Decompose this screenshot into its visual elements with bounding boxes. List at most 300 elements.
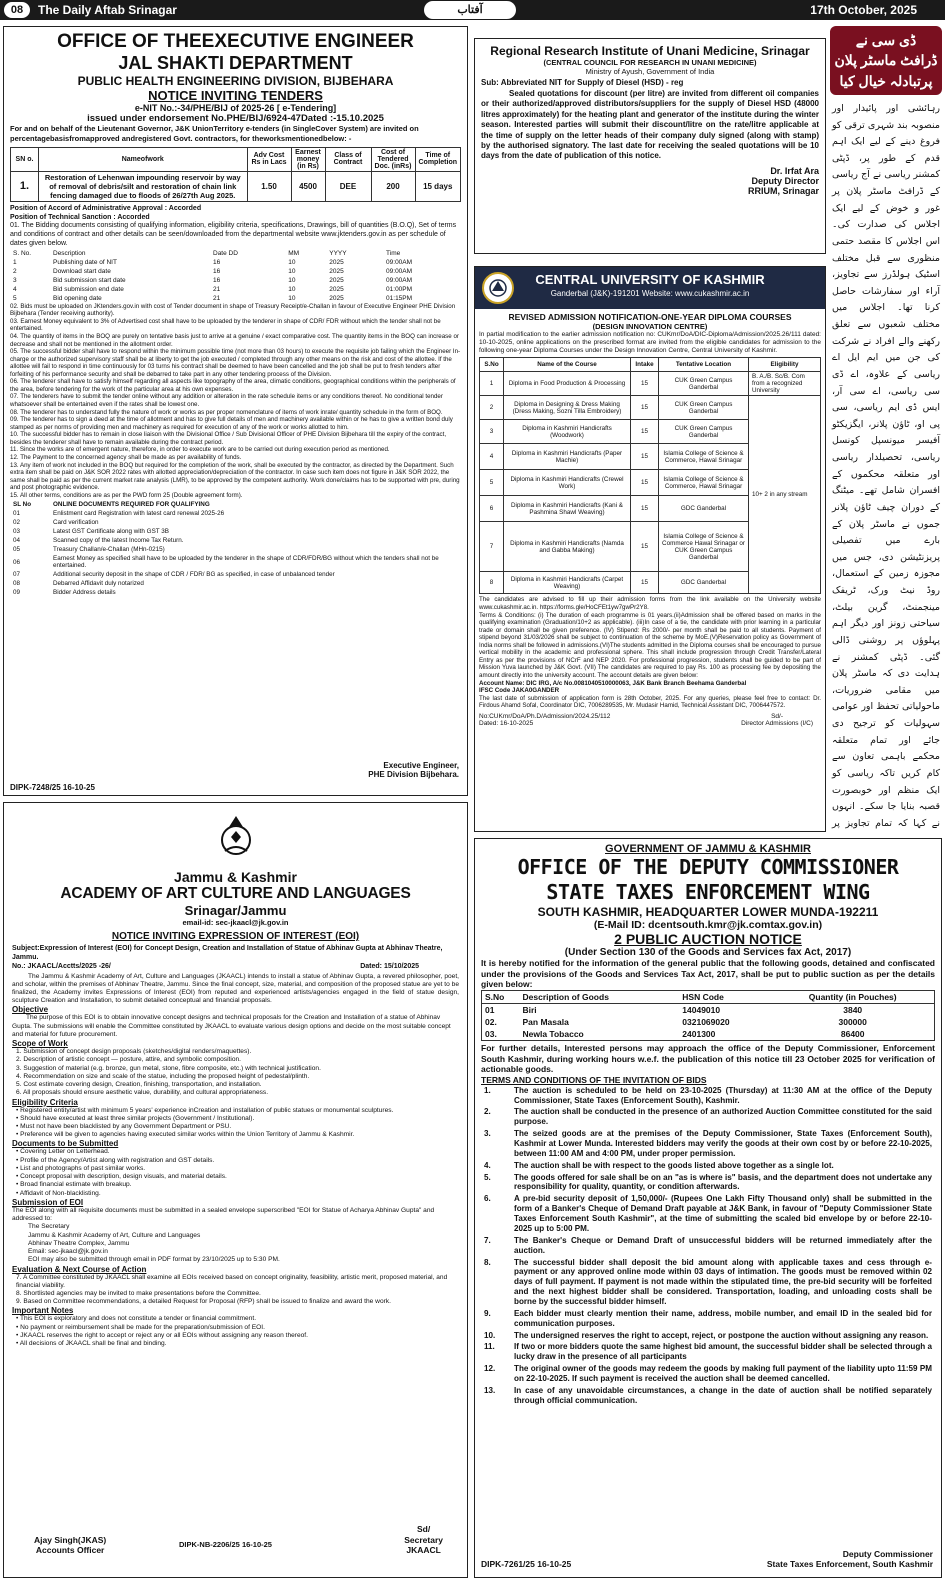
urdu-headline-1: ڈی سی نے: [855, 32, 917, 48]
table-row: [10, 570, 461, 579]
term-no: 12.: [484, 1364, 496, 1374]
ad4-address: SOUTH KASHMIR, HEADQUARTER LOWER MUNDA-192211: [537, 905, 879, 919]
cell: Diploma in Food Production & Processing: [504, 372, 631, 396]
cell: 09:00AM: [386, 267, 413, 275]
cell: 03: [13, 528, 21, 536]
cell: Latest GST Certificate along with GST 3B: [53, 528, 169, 536]
urdu-headline-3: پرتبادلہ خیال کیا: [839, 72, 933, 89]
sh-desc: Description: [53, 249, 86, 257]
th-eligibility: Eligibility: [749, 358, 821, 372]
list-item: [481, 1385, 935, 1407]
signatory-title: Accounts Officer: [35, 1545, 105, 1555]
list-item: [481, 1172, 935, 1194]
cell: 09:00AM: [386, 276, 413, 284]
ad5-intro: The Jammu & Kashmir Academy of Art, Culture and Languages (JKAACL) intends to install a statue of Abhinav Gupta, a revered philosopher, poet, and scholar, within the premises of Abhinav Theatre, Jammu. Since the final concept, size, material, and composition of the proposed statue are yet to be finalized, the Academy invites Expressions of Interest (EOI) from reputed and experienced artists/agencies engaged in the field of statue design, sculpture Creation and Installation, to submit detailed conceptual and financial proposals.: [12, 972, 459, 1005]
term-no: 9.: [484, 1308, 491, 1318]
ad5-address: [12, 1223, 459, 1264]
cell: Additional security deposit in the shape of CDR / FDR/ BG as specified, in case of unbalanced tender: [53, 571, 335, 579]
cell: Card verification: [53, 519, 99, 527]
issue-date: 17th October, 2025: [810, 3, 917, 17]
cell: 300000: [838, 1016, 867, 1027]
table-row: [10, 588, 461, 597]
term-no: 6.: [484, 1194, 491, 1204]
table-row: [482, 1003, 935, 1016]
th-intake: Intake: [631, 358, 659, 372]
sh-time: Time: [386, 249, 401, 257]
term-text: In case of any unavoidable circumstances, a change in the date of auction shall be notified separately through official communication.: [514, 1385, 932, 1405]
cell: 03.: [485, 1028, 497, 1039]
cell: 16: [213, 276, 221, 284]
ad1-condition-01: 01. The Bidding documents consisting of qualifying information, eligibility criteria, specifications, Drawings, bill of quantities (B.O.Q), Set of terms and conditions of contract and other details can be seen/downloaded from the departmental website www.jktenders.gov.in as per schedule of dates given below.: [10, 222, 457, 247]
ad2-ministry: Ministry of Ayush, Government of India: [585, 67, 715, 76]
cell: 16: [213, 258, 221, 266]
cell: 21: [213, 294, 221, 302]
signatory-office: PHE Division Bijbehara.: [368, 770, 459, 779]
cell: 15: [631, 372, 659, 396]
ad3-account: Account Name: DIC IRG, A/c No.0081040510000063, J&K Bank Branch Beehama Ganderbal: [479, 679, 747, 687]
cell: Bid submission end date: [53, 285, 124, 293]
cell: 01: [485, 1004, 495, 1015]
ad5-docs-list: [12, 1148, 459, 1197]
cell: 21: [213, 285, 221, 293]
signatory-office: RRIUM, Srinagar: [747, 185, 819, 196]
list-item: • Affidavit of Non-blacklisting.: [16, 1189, 101, 1197]
cell: 15: [631, 522, 659, 572]
term-no: 5.: [484, 1172, 491, 1182]
cell: 6: [480, 496, 504, 522]
term-no: 13.: [484, 1385, 496, 1395]
term-no: 11.: [484, 1342, 495, 1352]
th-goods: Description of Goods: [520, 990, 680, 1003]
cell: Earnest Money as specified shall have to be uploaded by the tenderer in the shape of CDR/FDR/BG without which the tenders shall not be entertained.: [53, 555, 439, 570]
table-row: [10, 536, 461, 545]
cell: 15: [631, 396, 659, 420]
cell-eligibility-grad: B. A./B. Sc/B. Com from a recognized University: [749, 372, 821, 396]
cell: Biri: [522, 1004, 537, 1015]
ad4-terms-head: TERMS AND CONDITIONS OF THE INVITATION OF BIDS: [481, 1074, 707, 1085]
list-item: [481, 1363, 935, 1385]
ad3-banner: [475, 267, 825, 309]
ad2-subject: Sub: Abbreviated NIT for Supply of Diesel (HSD) - reg: [481, 78, 684, 87]
ad5-ref-no: No.: JKAACL/Acctts/2025 -26/: [12, 962, 111, 970]
urdu-body: رہائشی اور پائیدار اور منصوبہ بند شہری ترقی کو فروغ دینے کے لیے ایک اہم قدم کے طور پر، ڈپٹی کمشنر ریاسی نے آج ریاسی کے ڈرافٹ ماسٹر پلان پر غور و خوض کے لیے ایک اجلاس کی صدارت کی۔ اس اجلاس کا مقصد حتمی منظوری سے قبل مختلف اسٹیک ہولڈرز سے تجاویز، آراء اور سفارشات حاصل کرنا تھا۔ اجلاس میں مختلف شعبوں سے تعلق رکھنے والے افراد نے شرکت کی جن میں ایم ایل اے ریاسی کے علاوہ، اے ڈی سی ریاسی، اے سی آر، ایس ڈی ایم ریاسی، سی پی او، ٹاؤن پلانر، ایگزیکٹو آفیسر میونسپل کونسل ریاسی، تحصیلدار ریاسی اور متعلقہ محکموں کے افسران شامل تھے۔ میٹنگ کے دوران چیف ٹاؤن پلانر جموں نے ماسٹر پلان کے بارے میں تفصیلی پریزنٹیشن دی، جس میں مجوزہ زمین کے استعمال، روڈ نیٹ ورک، ٹریفک مینجمنٹ، گرین بیلٹ، سیاحتی زونز اور دیگر اہم پہلوؤں پر روشنی ڈالی گئی۔ ڈپٹی کمشنر نے ہدایت دی کہ ماسٹر پلان میں مقامی ضروریات، ماحولیاتی تحفظ اور عوامی سہولیات کو ترجیح دی جائے اور تمام متعلقہ محکمے باہمی تعاون سے کام کریں تاکہ ریاسی کو ایک منظم اور خوبصورت قصبہ بنایا جا سکے۔ انہوں نے کہا کہ تمام تجاویز پر: [832, 102, 940, 829]
list-item: • Registered entity/artist with minimum 5 years' experience inCreation and installation of public statues or monumental sculptures.: [16, 1106, 394, 1114]
ad3-terms-text: Terms & Conditions: (i) The duration of each programme is 01 years.(ii)Admission shall be offered based on marks in the qualifying examination (Graduation/10+2 as applicable). (iii)In case of a tie, the candidate with prior learning in a particular trade or domain shall be given preference. (IV) Stipend: Rs 2000/- per month shall be paid to all students. Payment of stipend beyond 31/03/2026 shall be subject to continuation of the scheme by MoE.(V)Reservation policy as Government of India norms shall be followed in admissions.(VI)The students admitted in the Diploma courses shall be encouraged to pursue vertical mobility in the academic and professional sphere. This shall include progression through Credit Transfer/Lateral Entry as per the provisions of NCrF and NEP 2020. For professional progression, students shall be guided to be part of Mission Yuva launched by J&K Govt. (VII) The candidates are required to pay Rs. 100 as processing fee by depositing the amount directly into the university account. The account details are given below:: [479, 611, 821, 679]
cell: Scanned copy of the latest Income Tax Return.: [53, 537, 184, 545]
cell-eligibility-10plus2: 10+ 2 in any stream: [749, 396, 821, 594]
ad5-evaluation-head: Evaluation & Next Course of Action: [12, 1264, 147, 1274]
table-header-row: [11, 147, 461, 171]
ad4-title: OFFICE OF THE DEPUTY COMMISSIONER: [517, 855, 899, 879]
cell: 15: [631, 420, 659, 444]
cell-emd: 4500: [291, 171, 325, 201]
list-item: 1. Submission of concept design proposals (sketches/digital renders/maquettes).: [16, 1048, 252, 1056]
condition-10: 10. The successful bidder has to remain in close liaison with the Divisional Office / Sub Divisional Officer of PHE Division Bijbehara till the expiry of the contract, besides the tenderer shall have to remain available during the contract period.: [10, 431, 447, 446]
ad5-notes-head: Important Notes: [12, 1306, 74, 1316]
ad3-ifsc: IFSC Code JAKA0GANDER: [479, 687, 560, 695]
ad1-dipk: DIPK-7248/25 16-10-25: [10, 783, 95, 792]
ad5-dated: Dated: 15/10/2025: [360, 962, 419, 970]
ad3-ref-no: No:CUKmr/DoA/Ph.D/Admission/2024.25/112: [479, 712, 611, 720]
signatory-title: Executive Engineer,: [383, 761, 459, 770]
ad5-scope-head: Scope of Work: [12, 1039, 68, 1049]
ad5-signature-right: [404, 1524, 443, 1555]
cell: 5: [480, 470, 504, 496]
newspaper-header: [0, 0, 945, 20]
table-row: [10, 285, 461, 294]
cell: 2025: [329, 267, 344, 275]
cell: Treasury Challan/e-Challan (MHn-0215): [53, 546, 165, 554]
signatory-title: Secretary: [404, 1534, 443, 1545]
cell: 01:15PM: [386, 294, 413, 302]
cell: 08: [13, 580, 21, 588]
cell: 7: [480, 522, 504, 572]
ad4-dipk: DIPK-7261/25 16-10-25: [481, 1559, 572, 1569]
ad1-work-table: [10, 147, 461, 202]
ad5-ref-line: [12, 963, 459, 973]
ad5-eligibility-list: [12, 1107, 459, 1140]
th-course: Name of the Course: [504, 358, 631, 372]
th-time: Time of Completion: [415, 147, 461, 171]
sh-yyyy: YYYY: [329, 249, 347, 257]
sh-dd: Date DD: [213, 249, 238, 257]
urdu-headline-2: ڈرافٹ ماسٹر پلان: [834, 52, 938, 69]
table-row: [10, 527, 461, 536]
list-item: 6. All proposals should ensure aesthetic value, durability, and cultural appropriateness.: [16, 1089, 269, 1097]
ad3-intro: In partial modification to the earlier admission notification no: CUKmr/DoA/DIC-Diploma/Admission/2025.26/111 dated: 10-10-2025, online applications on the prescribed format are invited from the eligible candidates for admission to the following one-year Diploma Courses under the Design Innovation Centre, Central University of Kashmir.: [479, 331, 821, 355]
cell: Publishing date of NIT: [53, 258, 117, 266]
list-item: • Concept proposal with description, design visuals, and material details.: [16, 1173, 227, 1181]
cell: 15: [631, 470, 659, 496]
table-row: [10, 509, 461, 518]
cell: 15: [631, 572, 659, 594]
ad5-subject: Subject:Expression of Interest (EOI) for Concept Design, Creation and Installation of Statue of Abhinav Gupta at Abhinav Theatre, Jammu.: [12, 945, 443, 961]
cell: Bid opening date: [53, 294, 102, 302]
ad5-signature-left: [34, 1535, 106, 1555]
cell: 3: [13, 276, 17, 284]
th-name: Nameofwork: [39, 147, 248, 171]
list-item: 9. Based on Committee recommendations, a detailed Request for Proposal (RFP) shall be issued to finalize and award the work.: [16, 1298, 391, 1306]
signatory-sd: Sd/-: [771, 712, 784, 720]
list-item: • Covering Letter on Letterhead.: [16, 1148, 110, 1156]
signatory-name: Dr. Irfat Ara: [770, 165, 819, 176]
term-text: If two or more bidders quote the same highest bid amount, the successful bidder shall be selected through a lucky draw in the presence of all participants: [514, 1342, 932, 1362]
ad1-qualify-table: [10, 500, 461, 597]
ad2-council: (CENTRAL COUNCIL FOR RESEARCH IN UNANI MEDICINE): [543, 58, 757, 67]
cell: GDC Ganderbal: [659, 572, 749, 594]
term-text: The seized goods are at the premises of the Deputy Commissioner, State Taxes (Enforcement South), Kashmir at Lower Munda. Interested bidders may verify the goods at their own cost by or before 22-10-2025, between 11:00 AM and 4:00 PM, under proper permission.: [514, 1129, 932, 1158]
signatory-title: Director Admissions (I/C): [741, 719, 813, 727]
cell-doc: 200: [371, 171, 415, 201]
cell: Diploma in Kashmiri Handicrafts (Crewel Work): [504, 470, 631, 496]
list-item: • Profile of the Agency/Artist along with registration and GST details.: [16, 1156, 215, 1164]
ad1-conditions: [10, 303, 461, 500]
address-line: Abhinav Theatre Complex, Jammu: [28, 1239, 130, 1247]
page-number: 08: [4, 2, 30, 18]
cell: Enlistment card Registration with latest card renewal 2025-26: [53, 510, 225, 518]
ad5-objective-head: Objective: [12, 1005, 49, 1015]
cell: 15: [631, 496, 659, 522]
list-item: • Broad financial estimate with breakup.: [16, 1181, 132, 1189]
ad1-sanction: Position of Technical Sanction : Accorded: [10, 213, 150, 221]
cell: 2: [13, 267, 17, 275]
address-line: The Secretary: [28, 1223, 70, 1231]
ad4-signature: [767, 1549, 933, 1569]
table-row: [10, 267, 461, 276]
cell: 10: [288, 258, 296, 266]
ad4-terms-list: [481, 1085, 935, 1407]
cell: 4: [13, 285, 17, 293]
ad5-scope-list: [12, 1048, 459, 1097]
ad1-nit-no: e-NIT No.:-34/PHE/BIJ of 2025-26 [ e-Tendering]: [134, 103, 337, 114]
list-item: • All decisions of JKAACL shall be final and binding.: [16, 1340, 167, 1348]
ad1-schedule-table: [10, 249, 461, 303]
th-sno: S.No: [480, 358, 504, 372]
cell: Diploma in Kashmiri Handicrafts (Woodwork): [504, 420, 631, 444]
cell: 3840: [843, 1004, 863, 1015]
cell: 10: [288, 276, 296, 284]
condition-08: 08. The tenderer has to understand fully the nature of work or works as per proper nomenclature of items of work inrate/ quantity schedule in the form of BOQ.: [10, 408, 443, 416]
condition-11: 11. Since the works are of emergent nature, therefore, in order to execute work are to be carried out during execution period as mentioned.: [10, 446, 390, 454]
list-item: [481, 1257, 935, 1308]
ad3-terms: [479, 596, 821, 709]
ad3-address: Ganderbal (J&K)-191201 Website: www.cukashmir.ac.in: [550, 289, 750, 298]
th-sno: SN o.: [11, 147, 39, 171]
ad1-accord: Position of Accord of Administrative Approval : Accorded: [10, 204, 202, 212]
list-item: 5. Cost estimate covering design, Creation, finishing, transportation, and installation.: [16, 1081, 262, 1089]
term-text: The goods offered for sale shall be on an "as is where is" basis, and the department does not undertake any responsibility for quality, quantity, or condition afterwards.: [514, 1172, 932, 1192]
cell: Debarred Affidavit duly notarized: [53, 580, 144, 588]
cell: Bid submission start date: [53, 276, 126, 284]
ad5-eligibility-head: Eligibility Criteria: [12, 1097, 78, 1107]
table-row: [10, 554, 461, 570]
term-no: 4.: [484, 1160, 491, 1170]
cell: CUK Green Campus Ganderbal: [659, 420, 749, 444]
masthead-logo: آفتاب: [424, 1, 516, 19]
cell: 2025: [329, 294, 344, 302]
ad5-submission-head: Submission of EOI: [12, 1197, 84, 1207]
ad1-endorsement: issued under endorsement No.PHE/BIJ/6924-47Dated :-15.10.2025: [87, 113, 384, 125]
ad-jal-shakti-tender: [3, 26, 468, 796]
cell: Islamia College of Science & Commerce, Hawal Srinagar: [659, 470, 749, 496]
ad4-section: (Under Section 130 of the Goods and Services fax Act, 2017): [564, 947, 852, 958]
cell: 2: [480, 396, 504, 420]
cell: 5: [13, 294, 17, 302]
cell: Diploma in Designing & Dress Making (Dress Making, Sozni Tilla Embroidery): [504, 396, 631, 420]
cell: 04: [13, 537, 21, 545]
signatory-name: Ajay Singh(JKAS): [34, 1535, 107, 1545]
cell: CUK Green Campus Ganderbal: [659, 372, 749, 396]
table-row: [482, 1016, 935, 1028]
table-header-row: [480, 358, 821, 372]
sh-mm: MM: [288, 249, 300, 257]
cell: Islamia College of Science & Commerce Hawal Srinagar or CUK Green Campus Ganderbal: [659, 522, 749, 572]
ad5-evaluation-list: [12, 1274, 459, 1307]
cell: Islamia College of Science & Commerce, Hawal Srinagar: [659, 444, 749, 470]
ad4-goods-table: [481, 990, 935, 1041]
cell: Download start date: [53, 267, 111, 275]
ad5-notice-heading: NOTICE INVITING EXPRESSION OF INTEREST (EOI): [111, 931, 360, 942]
cell: 01: [13, 510, 21, 518]
table-row: [480, 372, 821, 396]
list-item: [481, 1330, 935, 1342]
condition-02: 02. Bids must be uploaded on JKtenders.gov.in with cost of Tender document in shape of Treasury Receipt/e-Challan in favour of Executive Engineer PHE Division Bijbehara (Tender receiving authority).: [10, 302, 456, 318]
ad2-signature: [481, 166, 819, 196]
condition-06: 06. The tenderer shall have to satisfy himself regarding all aspects like topography of the area, climatic conditions, geographical conditions within the peripherals of the area, before tendering for the work of the particular area at his own expenses.: [10, 378, 456, 393]
cell: 4: [480, 444, 504, 470]
cell-cost: 1.50: [247, 171, 291, 201]
list-item: 3. Suggestion of material (e.g. bronze, gun metal, stone, fibre composite, etc.) with technical justification.: [16, 1064, 321, 1072]
ad1-department: JAL SHAKTI DEPARTMENT: [118, 52, 353, 73]
term-no: 8.: [484, 1257, 491, 1267]
cell: 2401300: [682, 1028, 716, 1039]
ad4-notice-heading: 2 PUBLIC AUCTION NOTICE: [614, 931, 802, 947]
cell: GDC Ganderbal: [659, 496, 749, 522]
ad5-email: email-id: sec-jkaacl@jk.gov.in: [182, 918, 289, 927]
term-text: The auction shall be with respect to the goods listed above together as a single lot.: [514, 1160, 834, 1170]
cell: 05: [13, 546, 21, 554]
cell: 86400: [840, 1028, 865, 1039]
address-line: Email: sec-jkaacl@jk.gov.in: [28, 1248, 108, 1256]
cell: 10: [288, 267, 296, 275]
signatory-sd: Sd/: [417, 1524, 431, 1535]
table-row: [10, 579, 461, 588]
cell: 15: [631, 444, 659, 470]
table-row: [482, 1028, 935, 1041]
cell-time: 15 days: [415, 171, 461, 201]
condition-12: 12. The Payment to the concerned agency shall be made as per availability of funds.: [10, 453, 242, 461]
ad1-signature: [368, 761, 459, 779]
ad5-org-city: Srinagar/Jammu: [184, 903, 287, 918]
ad-central-university-kashmir: [474, 266, 826, 832]
ad3-course-table: [479, 357, 821, 594]
cell: Pan Masala: [522, 1016, 569, 1027]
cell: 14049010: [682, 1004, 721, 1015]
sh-sno: S. No.: [13, 249, 32, 257]
th-quantity: Quantity (in Pouches): [771, 990, 934, 1003]
ad3-note: The candidates are advised to fill up their admission forms from the link available on the University website www.cukashmir.ac.in. https://forms.gle/HoCFEt1yw7gwPr2Y8.: [479, 596, 821, 611]
ad3-dated: Dated: 16-10-2025: [479, 719, 534, 727]
ad5-notes-list: [12, 1315, 459, 1348]
cell: ONLINE DOCUMENTS REQUIRED FOR QUALIFYING: [53, 501, 210, 509]
cell-class: DEE: [325, 171, 371, 201]
list-item: [481, 1160, 935, 1172]
address-line: Jammu & Kashmir Academy of Art, Culture and Languages: [28, 1231, 201, 1239]
list-item: • No payment or reimbursement shall be made for the preparation/submission of EOI.: [16, 1323, 265, 1331]
table-row: [10, 294, 461, 303]
condition-09: 09. The tenderer has to sign a deed at the time of allotment and has to give full details of men and machinery available within or he has to give a written bond duly stamped as per norms of providing men and machinery as required for execution of any of the work or works allotted to him.: [10, 416, 453, 431]
list-item: • Must not have been blacklisted by any Government Department or PSU.: [16, 1123, 232, 1131]
list-item: • Should have executed at least three similar projects (Government / Institutional).: [16, 1114, 255, 1122]
ad5-objective: The purpose of this EOI is to obtain innovative concept designs and technical proposals for the Creation and Installation of a statue of Abhinav Gupta. The submissions will enable the Committee constituted by JKAACL to evaluate various design options and decide on the most suitable concept and material for future procurement.: [12, 1014, 451, 1038]
term-text: The Banker's Cheque or Demand Draft of unsuccessful bidders will be returned immediately after the auction.: [514, 1235, 932, 1255]
ad2-title: Regional Research Institute of Unani Medicine, Srinagar: [490, 44, 810, 58]
ad-unani-institute: [474, 38, 826, 254]
cell: 10: [288, 294, 296, 302]
term-no: 2.: [484, 1107, 491, 1117]
th-sno: S.No: [482, 990, 520, 1003]
list-item: • JKAACL reserves the right to accept or reject any or all EOIs without assigning any reason thereof.: [16, 1331, 308, 1339]
th-cost: Adv Cost Rs in Lacs: [247, 147, 291, 171]
signatory-title: Deputy Commissioner: [842, 1549, 933, 1559]
list-item: • Preference will be given to agencies having executed similar works within the Union Territory of Jammu & Kashmir.: [16, 1131, 355, 1139]
cell: 1: [480, 372, 504, 396]
ad1-division: PUBLIC HEALTH ENGINEERING DIVISION, BIJBEHARA: [77, 74, 394, 89]
ad3-signature: [741, 713, 813, 727]
cell: 01:00PM: [386, 285, 413, 293]
signatory-office: JKAACL: [406, 1544, 441, 1555]
th-class: Class of Contract: [325, 147, 371, 171]
ad4-intro: It is hereby notified for the information of the general public that the following goods, detained and confiscated under the provisions of the Goods and Services Tax Act, 2017, shall be put to public suction as per the details given below:: [481, 958, 935, 990]
ad4-further: For further details, Interested persons may approach the office of the Deputy Commissioner, Enforcement South Kashmir, during working hours w.e.f. the publication of this notice till 23 October 2025 for verification of actionable goods.: [481, 1042, 935, 1075]
ad3-footer: [479, 713, 821, 737]
ad3-heading: REVISED ADMISSION NOTIFICATION-ONE-YEAR DIPLOMA COURSES: [508, 312, 792, 322]
ad5-org-region: Jammu & Kashmir: [174, 869, 297, 885]
cell: 0321069020: [682, 1016, 730, 1027]
cell: CUK Green Campus Ganderbal: [659, 396, 749, 420]
cell-sn: 1.: [11, 171, 39, 201]
ad2-body: Sealed quotations for discount (per litre) are invited from different oil companies or their authorized/approved distributors/suppliers for the supply of Diesel HSD (48000 litres approximately) for the heating plant and generator of the institute during the winter season. Interested parties will submit their discount/litre on the rate/litre applicable at the time of supply on the letter heads of their company duly signed (along with stamp) by the authorised signatory. The last date for receiving the sealed quotations will be 10 days from the date of publication of this notice.: [481, 89, 819, 161]
signatory-title: Deputy Director: [751, 175, 819, 186]
term-text: The original owner of the goods may redeem the goods by making full payment of the liability upto 11:59 PM on 22-10-2025. If such payment is received the auction shall be deemed cancelled.: [514, 1364, 932, 1383]
cell: 02: [13, 519, 21, 527]
list-item: [481, 1341, 935, 1363]
ad-deputy-commissioner-auction: [474, 838, 942, 1578]
term-no: 7.: [484, 1235, 491, 1245]
ad4-wing: STATE TAXES ENFORCEMENT WING: [546, 880, 870, 904]
academy-emblem-icon: [213, 813, 259, 859]
th-location: Tentative Location: [659, 358, 749, 372]
table-header-row: [10, 249, 461, 258]
cell: 1: [13, 258, 17, 266]
ad-academy-art-culture: [3, 802, 468, 1578]
cell: 2025: [329, 258, 344, 266]
term-text: A pre-bid security deposit of 1,50,000/- (Rupees One Lakh Fifty Thousand only) shall be submitted in the form of a Banker's Cheque of Demand Draft payable at J&K Bank, in favour of "Deputy Commissioner State Taxes Enforcement South Kashmir", at the time of submitting the scaled bid envelope by or before 22-10-2025 up to 5:00 PM.: [514, 1194, 932, 1233]
condition-15: 15. All other terms, conditions are as per the PWD form 25 (Double agreement form).: [10, 491, 243, 499]
ad1-intro: For and on behalf of the Lieutenant Governor, J&K UnionTerritory e-tenders (in SingleCover System) are invited on percentagebasisfromapproved andregistered Govt. contractors, for theworksmentionedbelow: -: [10, 124, 419, 144]
cell: Diploma in Kashmiri Handicrafts (Namda and Gabba Making): [504, 522, 631, 572]
list-item: [481, 1193, 935, 1234]
table-header-row: [482, 990, 935, 1003]
ad5-org-name: ACADEMY OF ART CULTURE AND LANGUAGES: [60, 885, 411, 902]
cell: 09:00AM: [386, 258, 413, 266]
condition-13: 13. Any item of work not included in the BOQ but required for the completion of the work, shall be executed by the contractor, as directed by the Department. Such extra item shall be paid on J&K SOR 2022 rates with allotted appreciation/depreciation of the contractor. In case such item does not figure in J&K SOR 2022, the same shall be paid as per the current market rate analysis (LMR), to be approved by the competent authority. Work done/claims has to be supported with pre, during and post photographic evidence.: [10, 461, 460, 492]
th-doc: Cost of Tendered Doc. (inRs): [371, 147, 415, 171]
condition-03: 03. Earnest Money equivalent to 3% of Advertised cost shall have to be uploaded by the tenderer in shape of CDR/ FDR without which the tender shall not be entertained.: [10, 317, 441, 333]
cell: Bidder Address details: [53, 589, 116, 597]
list-item: 2. Description of artistic concept — posture, attire, and symbolic composition.: [16, 1056, 242, 1064]
ad3-title: CENTRAL UNIVERSITY OF KASHMIR: [535, 272, 765, 287]
list-item: [481, 1128, 935, 1160]
term-no: 1.: [484, 1085, 491, 1095]
list-item: [481, 1235, 935, 1257]
list-item: 4. Recommendation on size and scale of the statue, including the proposed height of pedestal/plinth.: [16, 1072, 310, 1080]
table-row: [10, 276, 461, 285]
address-line: EOI may also be submitted through email in PDF format by 23/10/2025 up to 5:30 PM.: [28, 1256, 280, 1264]
list-item: [481, 1106, 935, 1128]
table-row: [480, 396, 821, 420]
ad3-last-date: The last date of submission of application form is 28th October, 2025. For any queries, please feel free to contact: Dr. Firdous Ahamd Sofal, Coordinator DIC, 7006289535, Mr. Mudasir Hamid, Technical Assistant DIC, 7006447572.: [479, 694, 821, 710]
term-no: 10.: [484, 1330, 496, 1340]
cell: 02.: [485, 1016, 497, 1027]
cell: Newla Tobacco: [522, 1028, 584, 1039]
urdu-headline-box: [830, 26, 942, 95]
ad5-docs-head: Documents to be Submitted: [12, 1139, 119, 1149]
cell: 3: [480, 420, 504, 444]
signatory-office: State Taxes Enforcement, South Kashmir: [766, 1559, 933, 1569]
list-item: [481, 1308, 935, 1330]
th-emd: Earnest money (in Rs): [291, 147, 325, 171]
